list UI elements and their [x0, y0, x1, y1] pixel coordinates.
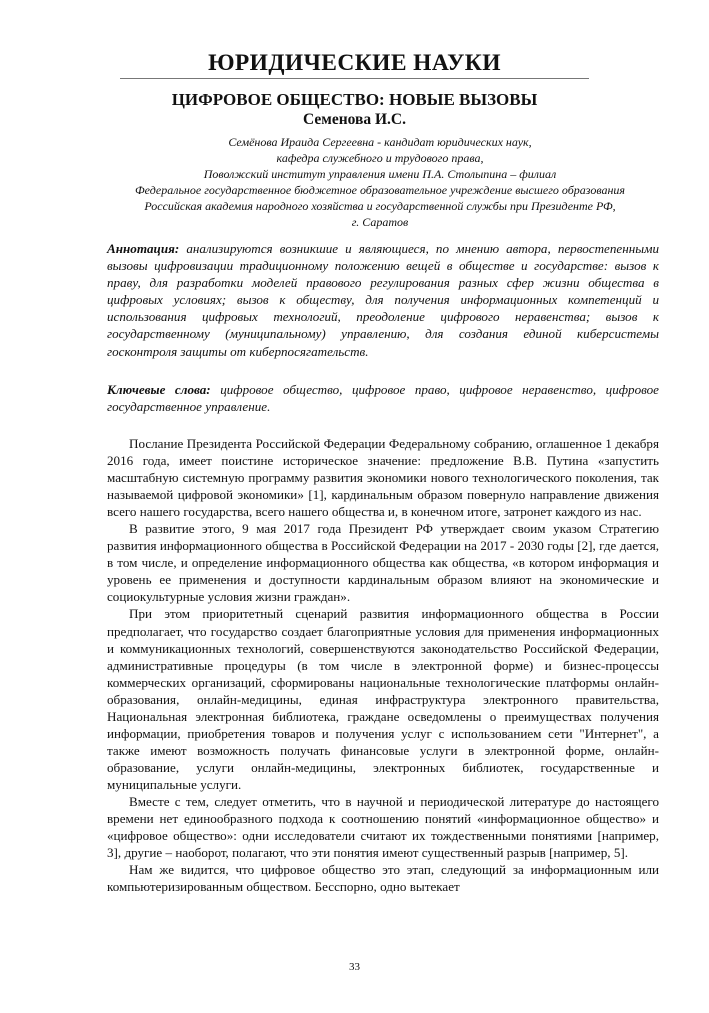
affiliation-line: Федеральное государственное бюджетное образовательное учреждение высшего образования	[135, 182, 625, 197]
affiliation-line: г. Саратов	[351, 214, 409, 229]
keywords-label: Ключевые слова:	[107, 382, 211, 397]
body-paragraph: Послание Президента Российской Федерации Федеральному собранию, оглашенное 1 декабря 2016 года, имеет поистине историческое значение: предложение В.В. Путина «запустить масштабную системную программу развития экономики нового технологического поколения, так называемой цифровой экономики» [1], кардинальным образом повернуло направление движения всего нашего государства, всего нашего общества и, в конечном итоге, затронет каждого из нас.	[107, 436, 659, 520]
article-body	[107, 435, 659, 895]
body-paragraph: Вместе с тем, следует отметить, что в научной и периодической литературе до настоящего времени нет единообразного подхода к соотношению понятий «информационное общество» и «цифровое общество»: одни исследователи считают их тождественными понятиями [например, 3], другие – наоборот, полагают, что эти понятия имеют существенный разрыв [например, 5].	[107, 793, 659, 861]
heading-divider	[120, 78, 589, 79]
body-paragraph: Нам же видится, что цифровое общество это этап, следующий за информационным или компьютеризированным обществом. Бесспорно, одно вытекает	[107, 862, 659, 895]
author-affiliation	[100, 135, 660, 230]
author-name: Семенова И.С.	[303, 111, 406, 128]
page-number: 33	[349, 961, 360, 973]
abstract	[107, 240, 659, 360]
affiliation-line: Российская академия народного хозяйства и государственной службы при Президенте РФ,	[144, 198, 616, 213]
section-heading: ЮРИДИЧЕСКИЕ НАУКИ	[208, 50, 501, 76]
body-paragraph: При этом приоритетный сценарий развития информационного общества в России предполагает, что государство создает благоприятные условия для применения информационных и коммуникационных технологий, совершенствуются законодательство Российской Федерации, административные процедуры (в том числе в электронной форме) и бизнес-процессы коммерческих организаций, сформированы национальные технологические платформы онлайн-образования, онлайн-медицины, единая инфраструктура электронного правительства, Национальная электронная библиотека, граждане осведомлены о преимуществах получения информации, приобретения товаров и получения услуг с использованием сети "Интернет", а также имеют возможность получать финансовые услуги в электронной форме, онлайн-образование, услуги онлайн-медицины, электронных библиотек, государственные и муниципальные услуги.	[107, 606, 659, 792]
abstract-text: анализируются возникшие и являющиеся, по мнению автора, первостепенными вызовы цифровизации традиционному положению вещей в обществе и государстве: вызов к праву, для разработки моделей правового регулирования разных сфер жизни общества в цифровых условиях; вызов к обществу, для получения информационных компетенций и использования цифровых технологий, преодоление цифрового неравенства; вызов к государственному (муниципальному) управлению, для создания единой киберсистемы госконтроля защиты от киберпосягательств.	[107, 241, 659, 359]
abstract-label: Аннотация:	[107, 241, 180, 256]
keywords-text: цифровое общество, цифровое право, цифровое неравенство, цифровое государственное управление.	[107, 382, 659, 415]
body-paragraph: В развитие этого, 9 мая 2017 года Президент РФ утверждает своим указом Стратегию развития информационного общества в Российской Федерации на 2017 - 2030 годы [2], где дается, в том числе, и определение информационного общества как общества, «в котором информация и уровень ее применения и доступности кардинальным образом влияют на экономические и социокультурные условия жизни граждан».	[107, 521, 659, 605]
affiliation-line: кафедра служебного и трудового права,	[276, 150, 484, 165]
affiliation-line: Поволжский институт управления имени П.А. Столыпина – филиал	[203, 166, 557, 181]
affiliation-line: Семёнова Ираида Сергеевна - кандидат юридических наук,	[228, 135, 532, 149]
keywords	[107, 381, 659, 415]
article-title: ЦИФРОВОЕ ОБЩЕСТВО: НОВЫЕ ВЫЗОВЫ	[171, 90, 538, 109]
